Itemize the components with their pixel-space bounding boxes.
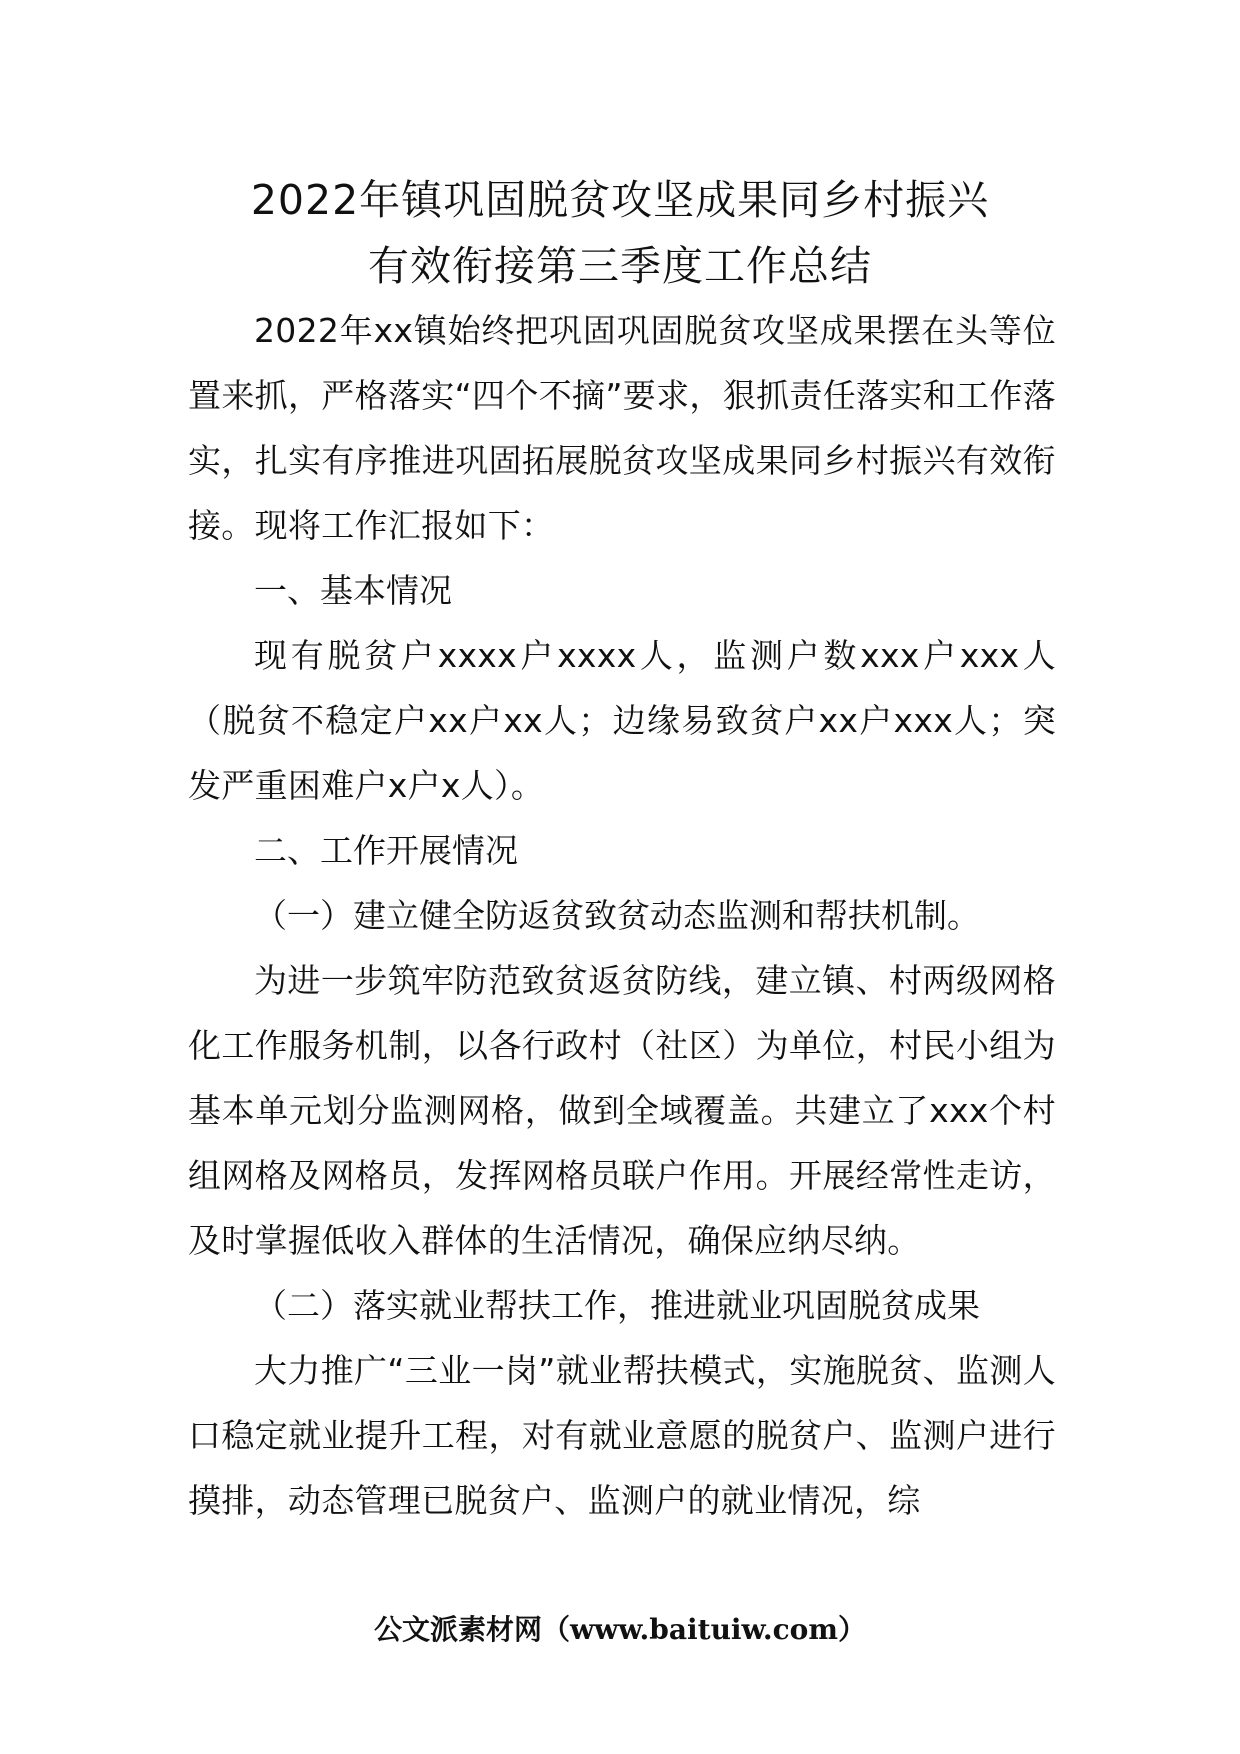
- section-heading-basic: 一、基本情况: [254, 571, 452, 610]
- section-heading-work: 二、工作开展情况: [254, 831, 518, 870]
- document-body: [188, 298, 1056, 1533]
- basic-info-paragraph: 现有脱贫户xxxx户xxxx人，监测户数xxx户xxx人（脱贫不稳定户xx户xx人；边缘易致贫户xx户xxx人；突发严重困难户x户x人）。: [188, 636, 1056, 805]
- subsection-heading-1: （一）建立健全防返贫致贫动态监测和帮扶机制。: [254, 896, 980, 935]
- document-title-line-2: 有效衔接第三季度工作总结: [368, 242, 872, 290]
- monitoring-paragraph: 为进一步筑牢防范致贫返贫防线，建立镇、村两级网格化工作服务机制，以各行政村（社区）为单位，村民小组为基本单元划分监测网格，做到全域覆盖。共建立了xxx个村组网格及网格员，发挥网格员联户作用。开展经常性走访，及时掌握低收入群体的生活情况，确保应纳尽纳。: [188, 961, 1056, 1260]
- footer-watermark: 公文派素材网（www.baituiw.com）: [374, 1613, 866, 1646]
- document-title-line-1: 2022年镇巩固脱贫攻坚成果同乡村振兴: [250, 176, 990, 224]
- subsection-heading-2: （二）落实就业帮扶工作，推进就业巩固脱贫成果: [254, 1286, 980, 1325]
- employment-paragraph: 大力推广“三业一岗”就业帮扶模式，实施脱贫、监测人口稳定就业提升工程，对有就业意愿的脱贫户、监测户进行摸排，动态管理已脱贫户、监测户的就业情况，综: [188, 1351, 1056, 1520]
- intro-paragraph: 2022年xx镇始终把巩固巩固脱贫攻坚成果摆在头等位置来抓，严格落实“四个不摘”要求，狠抓责任落实和工作落实，扎实有序推进巩固拓展脱贫攻坚成果同乡村振兴有效衔接。现将工作汇报如下：: [188, 311, 1056, 545]
